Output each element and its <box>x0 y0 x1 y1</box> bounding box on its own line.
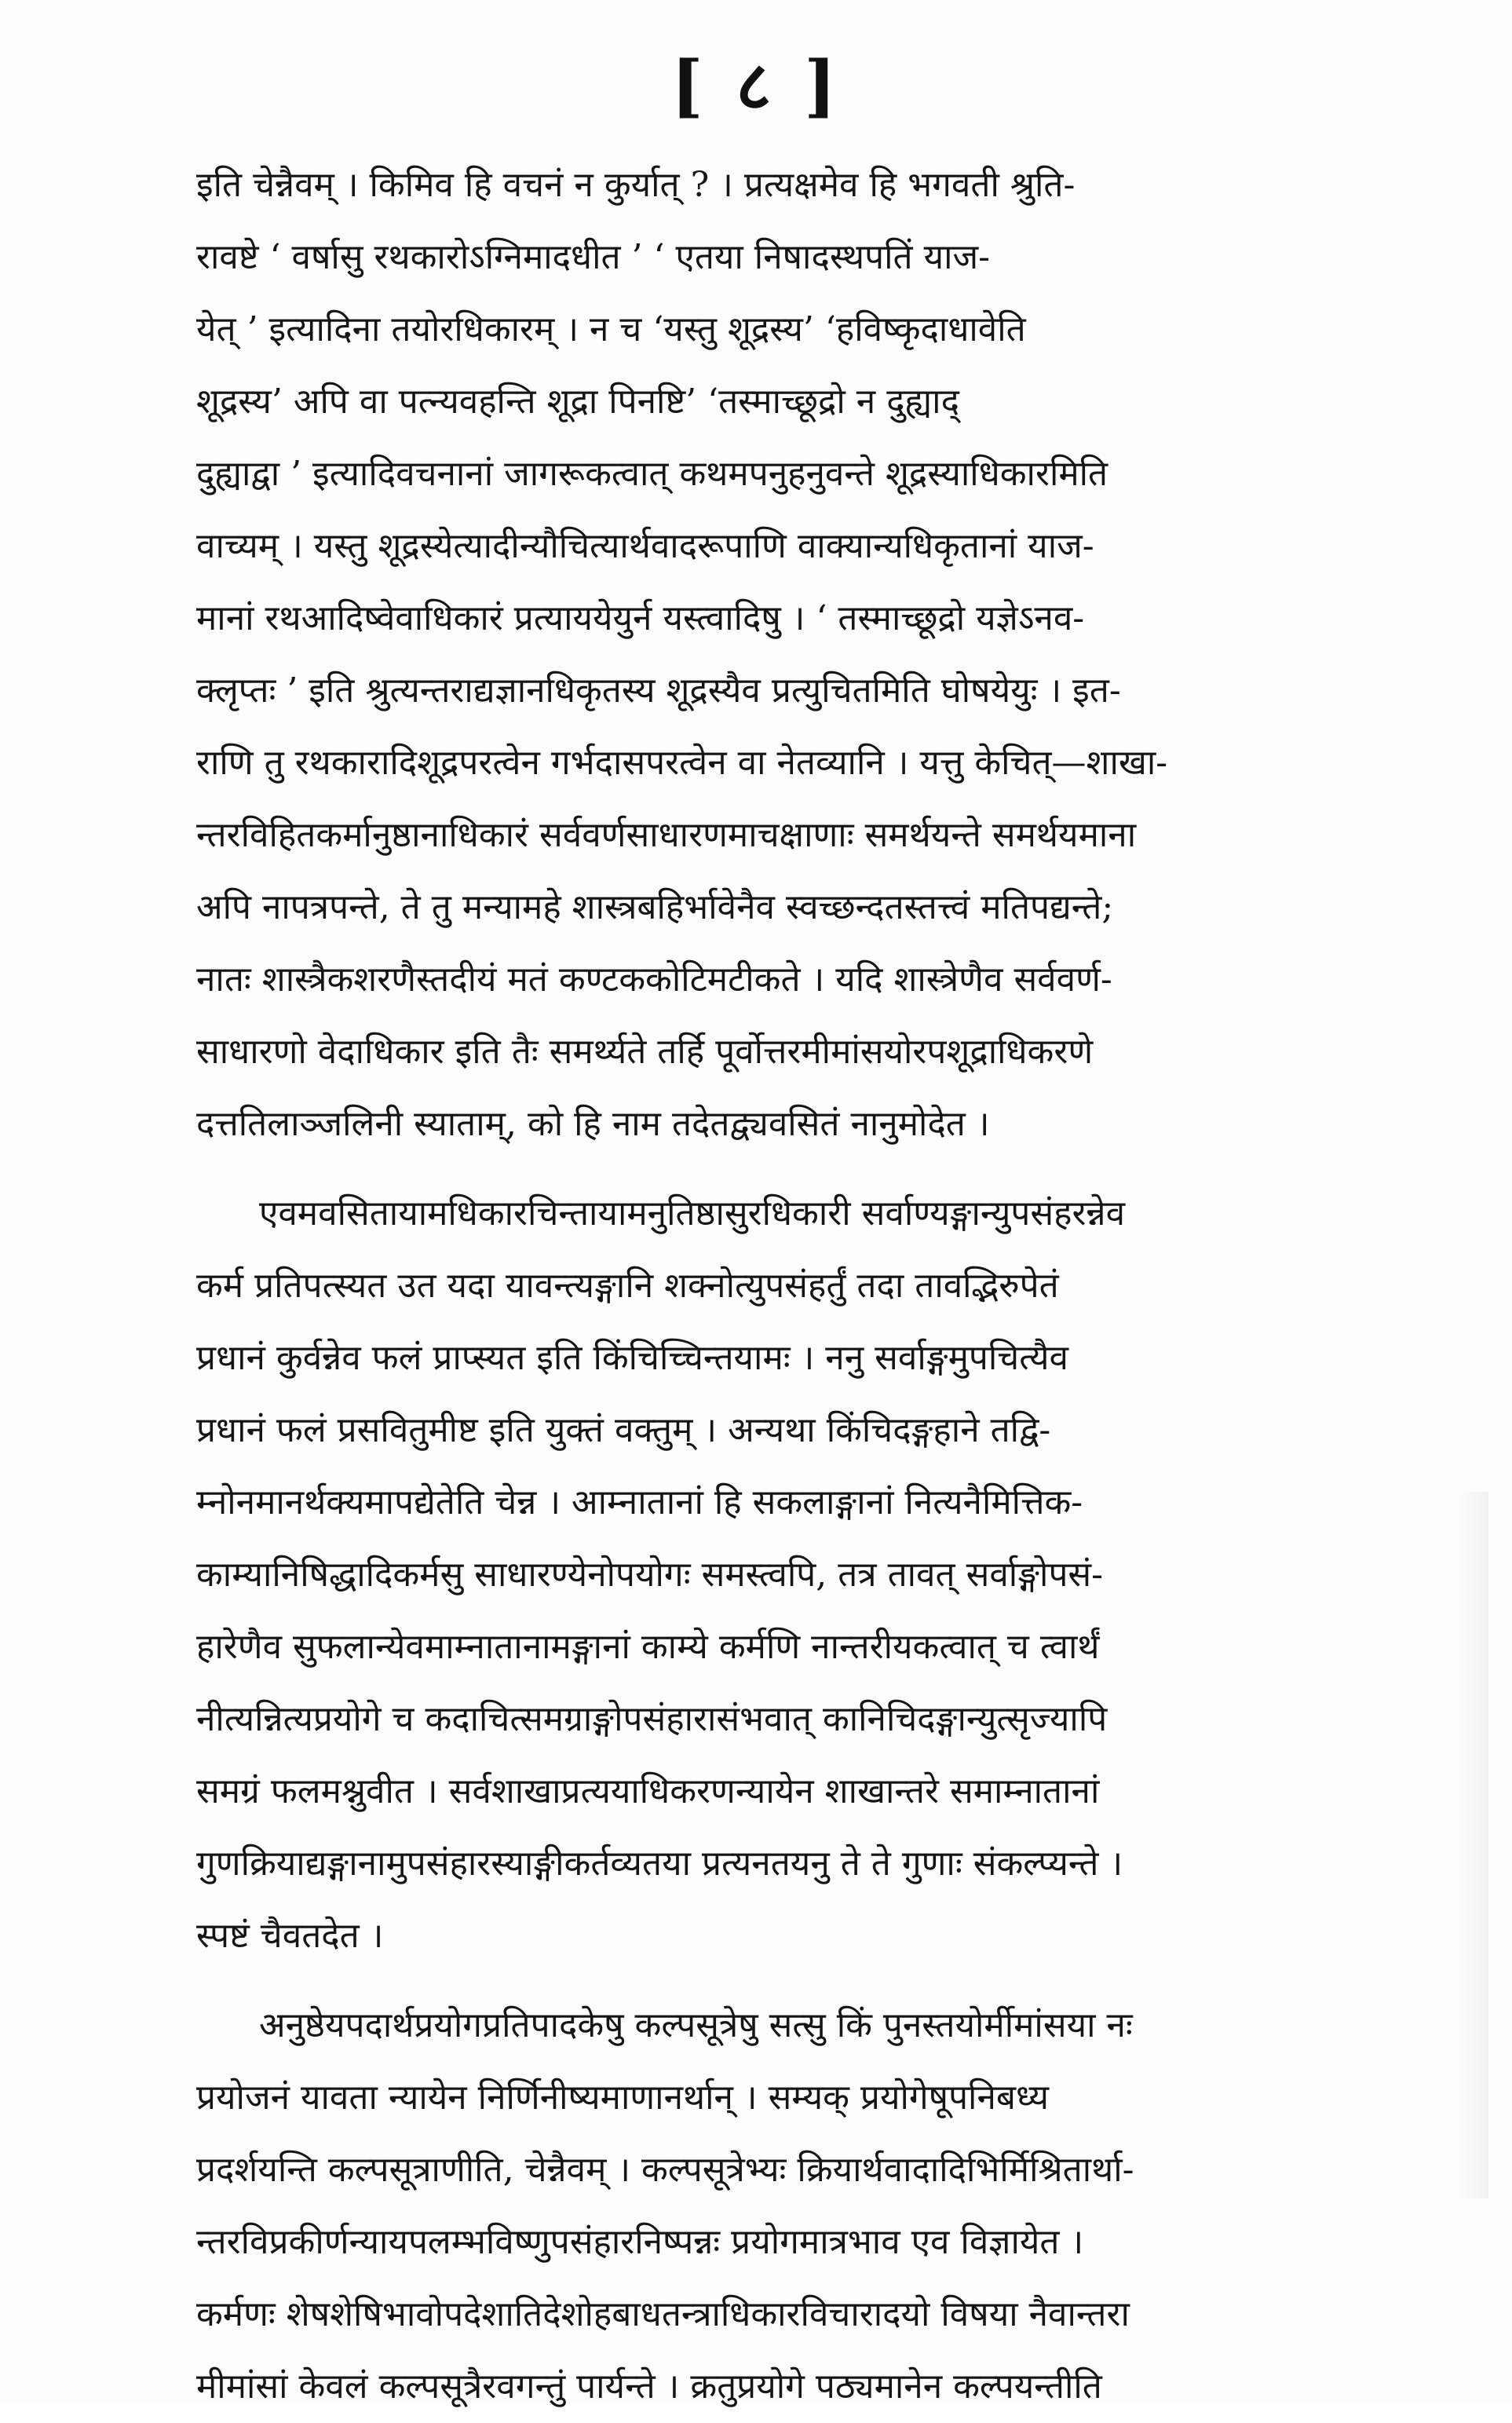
text-line: नीत्यन्नित्यप्रयोगे च कदाचित्समग्राङ्गोपसंहारासंभवात् कानिचिदङ्गान्युत्सृज्यापि <box>196 1699 1108 1739</box>
text-line: दुह्याद्वा ’ इत्यादिवचनानां जागरूकत्वात् कथमपनुहनुवन्ते शूद्रस्याधिकारमिति <box>196 454 1108 494</box>
text-line: येत् ’ इत्यादिना तयोरधिकारम् । न च ‘यस्तु शूद्रस्य’ ‘हविष्कृदाधावेति <box>196 309 1026 349</box>
body-text <box>196 149 1468 2423</box>
text-line: हारेणैव सुफलान्येवमाम्नातानामङ्गानां काम्ये कर्मणि नान्तरीयकत्वात् च त्वार्थं <box>196 1627 1100 1667</box>
text-line: क्लृप्तः ’ इति श्रुत्यन्तराद्यज्ञानधिकृतस्य शूद्रस्यैव प्रत्युचितमिति घोषयेयुः । इत- <box>196 671 1121 711</box>
text-line: अपि नापत्रपन्ते, ते तु मन्यामहे शास्त्रबहिर्भावेनैव स्वच्छन्दतस्तत्त्वं मतिपद्यन्ते; <box>196 887 1114 927</box>
page-number: [ ८ ] <box>671 46 841 126</box>
text-line: काम्यानिषिद्धादिकर्मसु साधारण्येनोपयोगः समस्त्वपि, तत्र तावत् सर्वाङ्गोपसं- <box>196 1555 1104 1595</box>
text-line: कर्मणः शेषशेषिभावोपदेशातिदेशोहबाधतन्त्राधिकारविचारादयो विषया नैवान्तरा <box>196 2294 1130 2334</box>
text-line: प्रदर्शयन्ति कल्पसूत्राणीति, चेन्नैवम् । कल्पसूत्रेभ्यः क्रियार्थवादादिभिर्मिश्रितार्था- <box>196 2150 1134 2190</box>
text-line: मानां रथआदिष्वेवाधिकारं प्रत्याययेयुर्न यस्त्वादिषु । ‘ तस्माच्छूद्रो यज्ञेऽनव- <box>196 598 1085 638</box>
text-line: स्पष्टं चैवतदेत । <box>196 1916 384 1956</box>
text-line: रावष्टे ‘ वर्षासु रथकारोऽग्निमादधीत ’ ‘ एतया निषादस्थपतिं याज- <box>196 237 991 277</box>
text-line: एवमवसितायामधिकारचिन्तायामनुतिष्ठासुरधिकारी सर्वाण्यङ्गान्युपसंहरन्नेव <box>259 1193 1126 1233</box>
text-line: अनुष्ठेयपदार्थप्रयोगप्रतिपादकेषु कल्पसूत्रेषु सत्सु किं पुनस्तयोर्मीमांसया नः <box>259 2005 1133 2045</box>
text-line: प्रधानं कुर्वन्नेव फलं प्राप्स्यत इति किंचिच्चिन्तयामः । ननु सर्वाङ्गमुपचित्यैव <box>196 1338 1068 1378</box>
paragraph <box>196 1178 1468 1972</box>
text-line: समग्रं फलमश्नुवीत । सर्वशाखाप्रत्ययाधिकरणन्यायेन शाखान्तरे समाम्नातानां <box>196 1771 1100 1811</box>
text-line: न्तरविप्रकीर्णन्यायपलम्भविष्णुपसंहारनिष्पन्नः प्रयोगमात्रभाव एव विज्ञायेत । <box>196 2222 1084 2262</box>
text-line: प्रधानं फलं प्रसवितुमीष्ट इति युक्तं वक्तुम् । अन्यथा किंचिदङ्गहाने तद्वि- <box>196 1410 1051 1450</box>
text-line: दत्ततिलाञ्जलिनी स्याताम्, को हि नाम तदेतद्व्यवसितं नानुमोदेत । <box>196 1104 990 1144</box>
text-line: मीमांसां केवलं कल्पसूत्रैरवगन्तुं पार्यन्ते । क्रतुप्रयोगे पठ्यमानेन कल्पयन्तीति <box>196 2366 1102 2407</box>
text-line: नातः शास्त्रैकशरणैस्तदीयं मतं कण्टककोटिमटीकते । यदि शास्त्रेणैव सर्ववर्ण- <box>196 959 1112 1000</box>
text-line: गुणक्रियाद्यङ्गानामुपसंहारस्याङ्गीकर्तव्यतया प्रत्यनतयनु ते ते गुणाः संकल्प्यन्ते । <box>196 1844 1123 1884</box>
text-line: शूद्रस्य’ अपि वा पत्न्यवहन्ति शूद्रा पिनष्टि’ ‘तस्माच्छूद्रो न दुह्याद् <box>196 382 959 422</box>
text-line: साधारणो वेदाधिकार इति तैः समर्थ्यते तर्हि पूर्वोत्तरमीमांसयोरपशूद्राधिकरणे <box>196 1032 1094 1072</box>
paragraph-gap <box>196 1160 1468 1178</box>
text-line: म्नोनमानर्थक्यमापद्येतेति चेन्न । आम्नातानां हि सकलाङ्गानां नित्यनैमित्तिक- <box>196 1482 1083 1522</box>
text-line: न्तरविहितकर्मानुष्ठानाधिकारं सर्ववर्णसाधारणमाचक्षाणाः समर्थयन्ते समर्थयमाना <box>196 815 1137 855</box>
text-line: प्रयोजनं यावता न्यायेन निर्णिनीष्यमाणानर्थान् । सम्यक् प्रयोगेषूपनिबध्य <box>196 2078 1050 2118</box>
text-line: इति चेन्नैवम् । किमिव हि वचनं न कुर्यात् ? । प्रत्यक्षमेव हि भगवती श्रुति- <box>196 165 1076 205</box>
text-line: राणि तु रथकारादिशूद्रपरत्वेन गर्भदासपरत्वेन वा नेतव्यानि । यत्तु केचित्—शाखा- <box>196 743 1168 783</box>
text-line: वाच्यम् । यस्तु शूद्रस्येत्यादीन्यौचित्यार्थवादरूपाणि वाक्यान्यधिकृतानां याज- <box>196 526 1094 566</box>
paragraph <box>196 1990 1468 2423</box>
page-edge-shadow <box>1457 1492 1488 2198</box>
text-line: कर्म प्रतिपत्स्यत उत यदा यावन्त्यङ्गानि शक्नोत्युपसंहर्तुं तदा तावद्भिरुपेतं <box>196 1266 1059 1306</box>
paragraph-gap <box>196 1972 1468 1990</box>
paragraph <box>196 149 1468 1160</box>
